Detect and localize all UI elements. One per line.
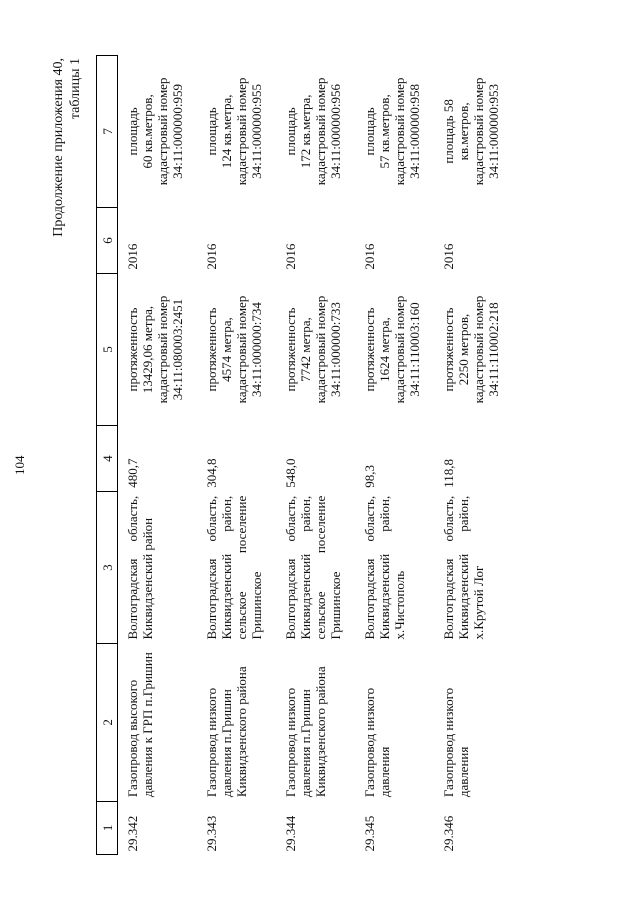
object-area [118,56,198,208]
row-number: 29.343 [204,815,219,852]
object-length [276,274,355,426]
row-number: 29.345 [362,815,377,852]
object-area-text: площадь 57 кв.метров, кадастровый номер 34:11:000000:958 [362,77,422,186]
object-name: Газопровод низкого давления [362,687,392,798]
table-header-row [97,56,118,855]
table-row [355,56,434,855]
object-area [276,56,355,208]
object-length-text: протяженность 2250 метров, кадастровый номер 34:11:110002:218 [441,295,501,404]
table-row [118,56,198,855]
object-location: Волгоградская область, Киквидзенский район, сельское поселение Гришинское [283,495,343,640]
object-area [197,56,276,208]
continuation-line-1: Продолжение приложения 40, [51,58,66,237]
object-length-text: протяженность 7742 метра, кадастровый номер 34:11:000000:733 [283,295,343,404]
registry-table [96,55,513,855]
object-length [197,274,276,426]
object-value: 548,0 [283,458,298,488]
column-header-4: 4 [97,425,118,491]
object-value: 118,8 [441,458,456,488]
table-row [276,56,355,855]
object-value: 480,7 [125,458,140,488]
column-header-7: 7 [97,56,118,208]
object-name: Газопровод высокого давления к ГРП п.Гришин [125,652,155,798]
continuation-note [50,58,84,358]
table-row [197,56,276,855]
object-length [434,274,513,426]
table-row [434,56,513,855]
page-number: 104 [12,455,27,475]
column-header-5: 5 [97,274,118,426]
object-name: Газопровод низкого давления п.Гришин Киквидзенского района [204,666,249,798]
object-year: 2016 [362,243,377,270]
object-location: Волгоградская область, Киквидзенский район, х.Крутой Лог [441,495,486,640]
object-length-text: протяженность 13429,06 метра, кадастровый номер 34:11:080003:2451 [125,295,185,404]
row-number: 29.346 [441,815,456,852]
column-header-3: 3 [97,492,118,644]
object-area-text: площадь 172 кв.метра, кадастровый номер 34:11:000000:956 [283,77,343,186]
object-year: 2016 [283,243,298,270]
object-area-text: площадь 60 кв.метров, кадастровый номер 34:11:000000:959 [125,77,185,186]
object-value: 98,3 [362,465,377,488]
object-area-text: площадь 58 кв.метров, кадастровый номер 34:11:000000:953 [441,77,501,186]
object-area [355,56,434,208]
object-area [434,56,513,208]
column-header-1: 1 [97,801,118,854]
column-header-2: 2 [97,644,118,802]
object-name: Газопровод низкого давления п.Гришин Киквидзенского района [283,666,328,798]
object-length [355,274,434,426]
object-name: Газопровод низкого давления [441,687,471,798]
row-number: 29.344 [283,815,298,852]
object-length [118,274,198,426]
object-year: 2016 [441,243,456,270]
object-year: 2016 [204,243,219,270]
object-location: Волгоградская область, Киквидзенский район [125,495,155,640]
continuation-line-2: таблицы 1 [68,58,83,120]
object-location: Волгоградская область, Киквидзенский район, сельское поселение Гришинское [204,495,264,640]
object-length-text: протяженность 4574 метра, кадастровый номер 34:11:000000:734 [204,295,264,404]
column-header-6: 6 [97,207,118,273]
row-number: 29.342 [125,815,140,852]
object-length-text: протяженность 1624 метра, кадастровый номер 34:11:110003:160 [362,295,422,404]
object-location: Волгоградская область, Киквидзенский район, х.Чистополь [362,495,407,640]
object-year: 2016 [125,243,140,270]
object-area-text: площадь 124 кв.метра, кадастровый номер 34:11:000000:955 [204,77,264,186]
object-value: 304,8 [204,458,219,488]
